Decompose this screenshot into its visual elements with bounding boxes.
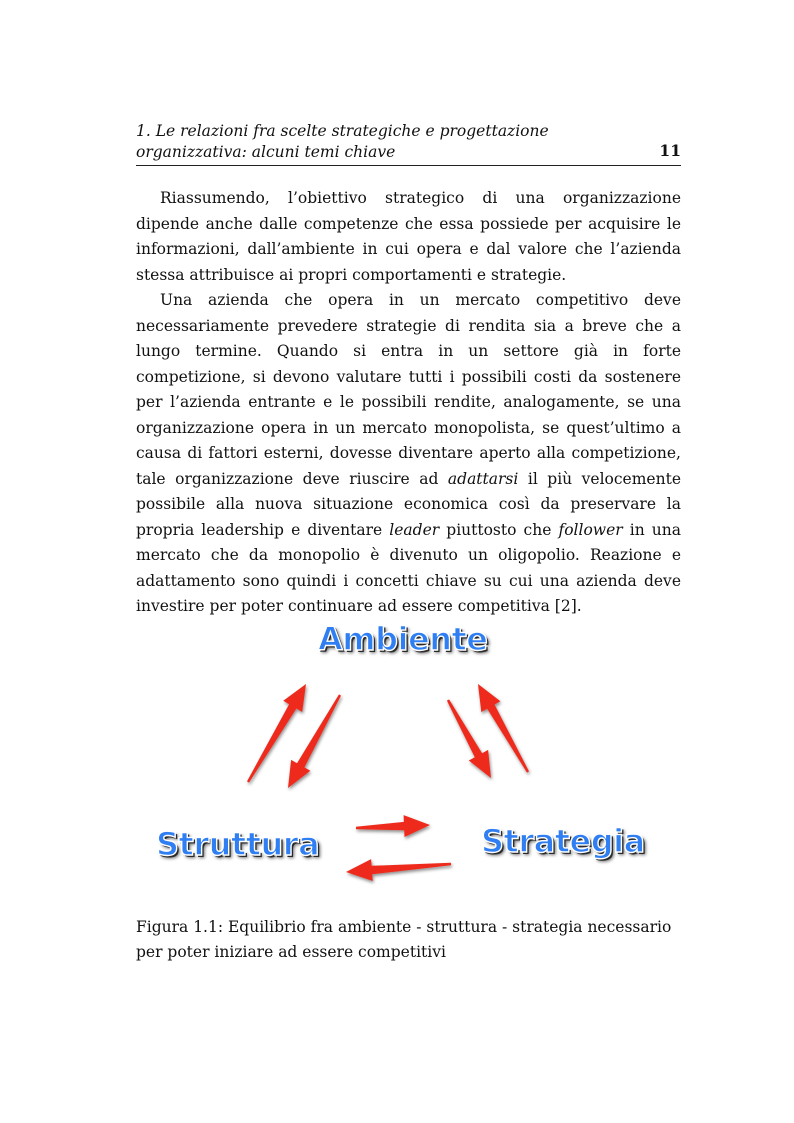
- header-rule: [136, 165, 681, 166]
- label-strategia: Strategia: [481, 822, 645, 860]
- label-ambiente: Ambiente: [318, 620, 488, 658]
- page-number: 11: [659, 141, 681, 160]
- paragraph-2-text-b: il più velocemente possibile alla nuova situazione economica così da preservare la propria leadership e diventare: [136, 469, 681, 539]
- term-adattarsi: adattarsi: [447, 469, 519, 488]
- paragraph-1: Riassumendo, l’obiettivo strategico di una organizzazione dipende anche dalle competenze che essa possiede per acquisire le informazioni, dall’ambiente in cui opera e dal valore che l’azienda stessa attribuisce ai propri comportamenti e strategie.: [136, 189, 681, 284]
- paragraph-2-text-a: Una azienda che opera in un mercato competitivo deve necessariamente prevedere strategie di rendita sia a breve che a lungo termine. Quando si entra in un settore già in forte competizione, si devono valutare tutti i possibili costi da sostenere per l’azienda entrante e le possibili rendite, analogamente, se una organizzazione opera in un mercato monopolista, se quest’ultimo a causa di fattori esterni, dovesse diventare aperto alla competizione, tale organizzazione deve riuscire ad: [136, 291, 681, 488]
- paragraph-2-text-c: piuttosto che: [439, 520, 559, 539]
- arrow-struttura-to-strategia: [356, 815, 430, 837]
- paragraph-2-text-d: in una mercato che da monopolio è divenuto un oligopolio. Reazione e adattamento sono quindi i concetti chiave su cui una azienda deve investire per poter continuare ad essere competitiva [2].: [136, 520, 681, 615]
- arrow-ambiente-to-strategia: [447, 699, 491, 778]
- label-struttura: Struttura: [156, 825, 320, 863]
- term-leader: leader: [389, 520, 440, 539]
- body-text: [136, 186, 681, 620]
- arrow-strategia-to-struttura: [346, 859, 451, 881]
- figure-caption: Figura 1.1: Equilibrio fra ambiente - struttura - strategia necessario per poter iniziare ad essere competitivi: [136, 918, 672, 961]
- term-follower: follower: [558, 520, 623, 539]
- figure-equilibrium: [136, 600, 681, 900]
- running-header: [136, 121, 681, 163]
- chapter-title: 1. Le relazioni fra scelte strategiche e progettazione organizzativa: alcuni temi chiave: [136, 122, 549, 161]
- paragraph-2: [136, 288, 681, 620]
